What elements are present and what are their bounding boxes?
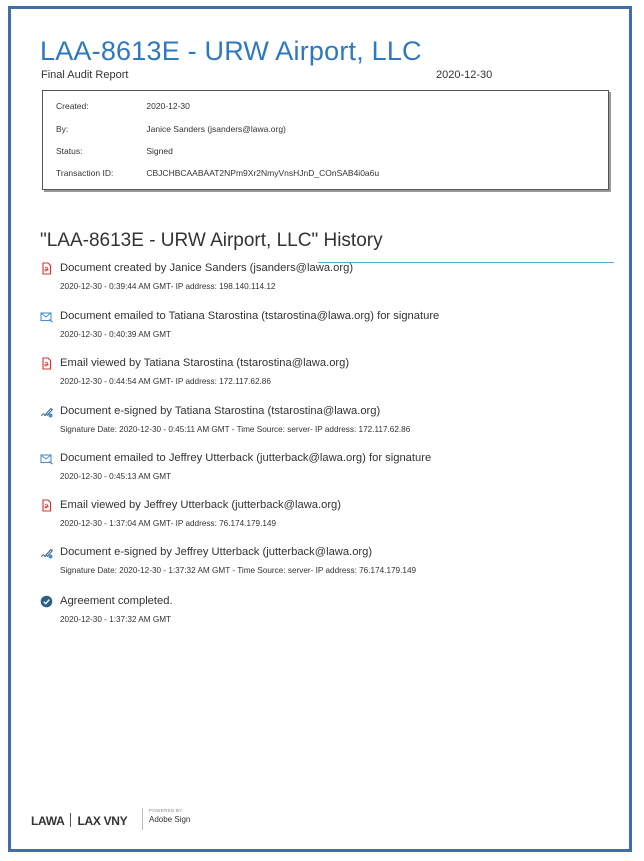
- powered-by-label: POWERED BY: [149, 808, 183, 813]
- event-text: Agreement completed.: [60, 595, 173, 607]
- event-detail: 2020-12-30 - 1:37:32 AM GMT: [60, 615, 172, 624]
- event-detail: 2020-12-30 - 0:39:44 AM GMT- IP address: 198.140.114.12: [60, 282, 276, 291]
- email-icon: [40, 452, 53, 465]
- status-label: Status:: [56, 146, 83, 156]
- event-detail: Signature Date: 2020-12-30 - 1:37:32 AM GMT - Time Source: server- IP address: 76.174.179.149: [60, 566, 417, 575]
- event-detail: 2020-12-30 - 0:45:13 AM GMT: [60, 472, 172, 481]
- event-text: Email viewed by Tatiana Starostina (tstarostina@lawa.org): [60, 357, 350, 369]
- check-circle-icon: [40, 595, 53, 608]
- document-icon: [40, 262, 53, 275]
- created-value: 2020-12-30: [146, 101, 190, 111]
- created-label: Created:: [56, 101, 89, 111]
- esign-icon: [40, 405, 53, 418]
- page-title: LAA-8613E - URW Airport, LLC: [40, 36, 422, 66]
- adobe-sign-label: Adobe Sign: [149, 815, 191, 824]
- transaction-row: [56, 168, 379, 178]
- event-text: Document e-signed by Tatiana Starostina (tstarostina@lawa.org): [60, 405, 381, 417]
- lawa-logo-text: LAWA: [31, 814, 65, 828]
- created-row: [56, 101, 190, 111]
- by-value: Janice Sanders (jsanders@lawa.org): [146, 124, 286, 134]
- status-row: [56, 146, 173, 156]
- esign-icon: [40, 546, 53, 559]
- event-text: Document e-signed by Jeffrey Utterback (jutterback@lawa.org): [60, 546, 373, 558]
- status-value: Signed: [146, 146, 173, 156]
- transaction-value: CBJCHBCAABAAT2NPm9Xr2NmyVnsHJnD_COnSAB4i0a6u: [146, 168, 380, 178]
- by-row: [56, 124, 286, 134]
- adobe-sign-badge: [142, 808, 190, 830]
- event-detail: Signature Date: 2020-12-30 - 0:45:11 AM GMT - Time Source: server- IP address: 172.117.62.86: [60, 425, 411, 434]
- event-text: Document emailed to Jeffrey Utterback (jutterback@lawa.org) for signature: [60, 452, 432, 464]
- report-date: 2020-12-30: [436, 69, 493, 81]
- event-text: Document created by Janice Sanders (jsanders@lawa.org): [60, 262, 354, 274]
- logo-divider: [70, 813, 71, 827]
- event-text: Document emailed to Tatiana Starostina (tstarostina@lawa.org) for signature: [60, 310, 440, 322]
- document-icon: [40, 357, 53, 370]
- event-detail: 2020-12-30 - 0:40:39 AM GMT: [60, 330, 172, 339]
- event-text: Email viewed by Jeffrey Utterback (jutterback@lawa.org): [60, 499, 341, 511]
- report-subtitle: Final Audit Report: [41, 69, 129, 81]
- email-icon: [40, 310, 53, 323]
- event-detail: 2020-12-30 - 0:44:54 AM GMT- IP address: 172.117.62.86: [60, 377, 271, 386]
- by-label: By:: [56, 124, 69, 134]
- transaction-label: Transaction ID:: [56, 168, 114, 178]
- summary-box: [42, 90, 609, 190]
- scan-artifact-line: [318, 262, 614, 263]
- airports-logo-text: LAX VNY: [77, 814, 128, 828]
- history-title: "LAA-8613E - URW Airport, LLC" History: [40, 230, 383, 251]
- lawa-logo: [31, 813, 127, 828]
- event-detail: 2020-12-30 - 1:37:04 AM GMT- IP address: 76.174.179.149: [60, 519, 277, 528]
- document-icon: [40, 499, 53, 512]
